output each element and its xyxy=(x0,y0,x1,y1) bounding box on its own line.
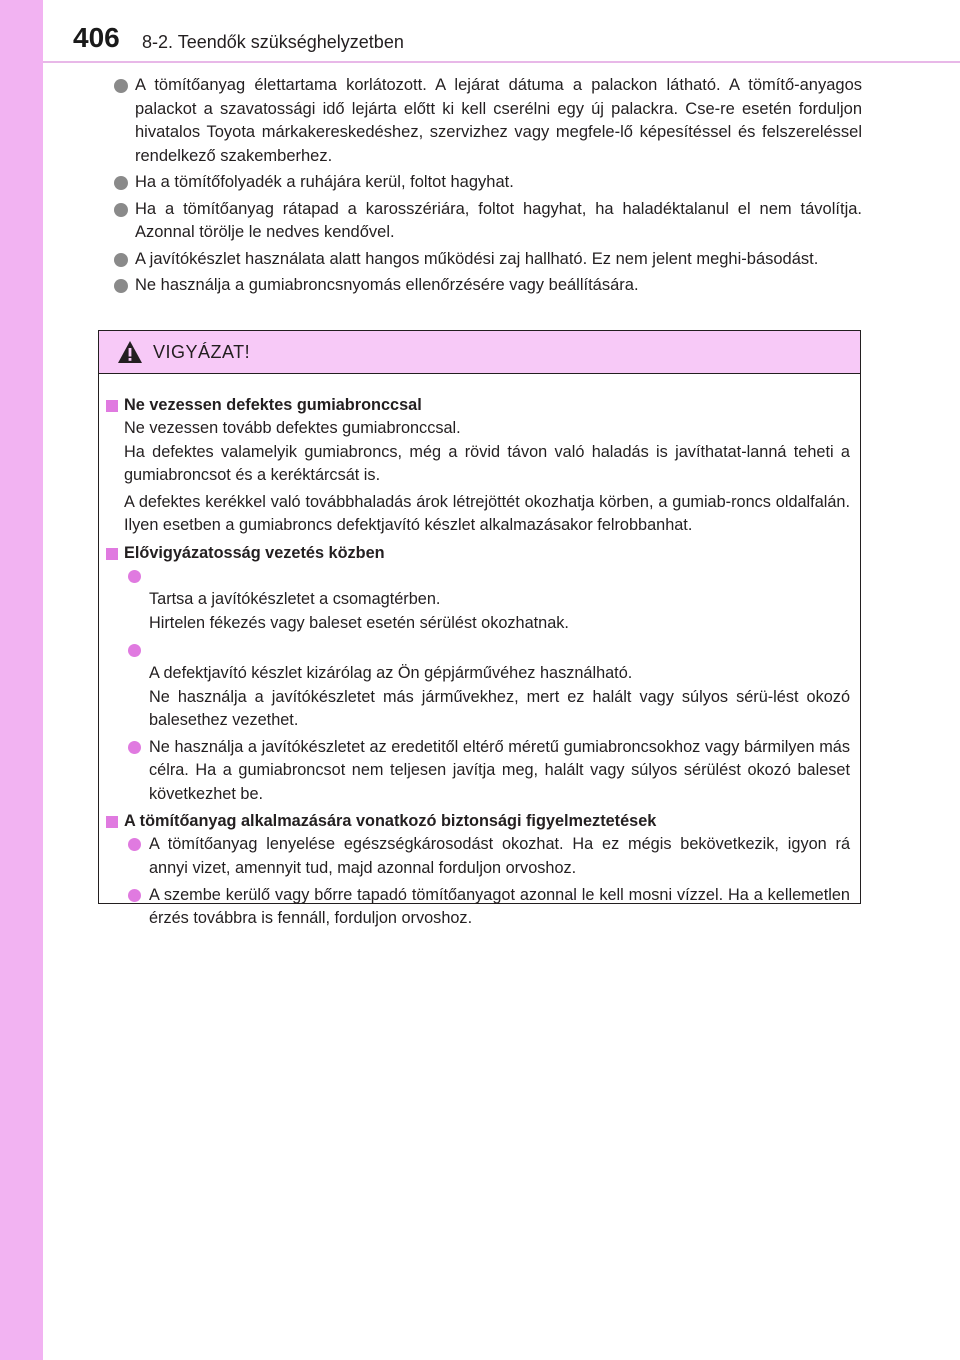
bullet-text: A javítókészlet használata alatt hangos működési zaj hallható. Ez nem jelent meghi-básodást. xyxy=(135,249,819,268)
bullet-dot-icon xyxy=(128,741,141,754)
warning-box xyxy=(98,330,861,928)
bullet-text: Ha a tömítőanyag rátapad a karosszériára, foltot hagyhat, ha haladéktalanul el nem távolítja. Azonnal törölje le nedves kendővel. xyxy=(135,199,862,241)
section-heading: A tömítőanyag alkalmazására vonatkozó biztonsági figyelmeztetések xyxy=(124,812,657,831)
list-item xyxy=(110,171,862,195)
bullet-text: A defektjavító készlet kizárólag az Ön gépjárművéhez használható. Ne használja a javítókészletet más járművekhez, mert ez halált vagy súlyos sérü-lést okozó balesethez vezethet. xyxy=(149,664,850,729)
header-divider xyxy=(43,61,960,63)
bullet-dot-icon xyxy=(128,838,141,851)
bullet-text: Ne használja a gumiabroncsnyomás ellenőrzésére vagy beállítására. xyxy=(135,276,639,294)
list-item xyxy=(110,74,862,168)
section-heading: Ne vezessen defektes gumiabronccsal xyxy=(124,396,422,414)
bullet-dot-icon xyxy=(114,79,128,93)
section-square-icon xyxy=(106,548,118,560)
bullet-dot-icon xyxy=(114,279,128,293)
bullet-dot-icon xyxy=(128,889,141,902)
section-paragraph: A defektes kerékkel való továbbhaladás árok létrejöttét okozhatja körben, a gumiab-roncs oldalfalán. Ilyen esetben a gumiabroncs defektjavító készlet alkalmazásakor felrobbanhat. xyxy=(124,493,850,535)
warning-section xyxy=(106,394,850,538)
bullet-dot-icon xyxy=(128,644,141,657)
section-title: 8-2. Teendők szükséghelyzetben xyxy=(142,32,404,52)
list-item xyxy=(124,736,850,806)
list-item xyxy=(124,565,850,635)
section-heading: Elővigyázatosság vezetés közben xyxy=(124,543,385,562)
section-square-icon xyxy=(106,400,118,412)
list-item xyxy=(110,274,862,298)
bullet-text: A tömítőanyag lenyelése egészségkárosodást okozhat. Ha ez mégis bekövetkezik, igyon rá annyi vizet, amennyit tud, majd azonnal forduljon orvoshoz. xyxy=(149,835,850,877)
bullet-text: Tartsa a javítókészletet a csomagtérben. Hirtelen fékezés vagy baleset esetén sérülést okozhatnak. xyxy=(149,590,569,632)
bullet-text: Ne használja a javítókészletet az eredetitől eltérő méretű gumiabroncsokhoz vagy bármilyen más célra. Ha a gumiabroncsot nem teljesen javítja meg, halált vagy súlyos sérülést okozó baleset következhet be. xyxy=(149,738,850,803)
bullet-text: A szembe kerülő vagy bőrre tapadó tömítőanyagot azonnal le kell mosni vízzel. Ha a kellemetlen érzés továbbra is fennáll, forduljon orvoshoz. xyxy=(149,885,850,928)
page-number: 406 xyxy=(73,22,120,53)
section-paragraph: Ne vezessen tovább defektes gumiabronccsal. Ha defektes valamelyik gumiabroncs, még a rövid távon való haladás is javíthatat-lanná teheti a gumiabroncsot és a keréktárcsát is. xyxy=(124,419,850,484)
warning-title: VIGYÁZAT! xyxy=(153,341,251,362)
intro-bullet-list xyxy=(110,74,862,301)
bullet-text: Ha a tömítőfolyadék a ruhájára kerül, foltot hagyhat. xyxy=(135,173,514,191)
warning-section xyxy=(106,542,850,806)
bullet-dot-icon xyxy=(128,570,141,583)
section-square-icon xyxy=(106,816,118,828)
bullet-text: A tömítőanyag élettartama korlátozott. A lejárat dátuma a palackon látható. A tömítő-anyagos palackot a szavatossági idő lejárta előtt ki kell cserélni egy új palackra. Cse-re esetén forduljon hivatalos Toyota márkakereskedéshez, szervizhez vagy megfele-lő képesítéssel és felszereléssel rendelkező szakemberhez. xyxy=(135,76,862,165)
list-item xyxy=(110,248,862,272)
warning-triangle-icon xyxy=(117,340,143,364)
side-color-band xyxy=(0,0,43,1360)
list-item xyxy=(124,884,850,931)
list-item xyxy=(124,833,850,880)
list-item xyxy=(124,639,850,732)
bullet-dot-icon xyxy=(114,203,128,217)
warning-body xyxy=(99,374,860,931)
list-item xyxy=(110,198,862,245)
warning-header xyxy=(99,331,860,374)
bullet-dot-icon xyxy=(114,176,128,190)
warning-section xyxy=(106,810,850,930)
bullet-dot-icon xyxy=(114,253,128,267)
